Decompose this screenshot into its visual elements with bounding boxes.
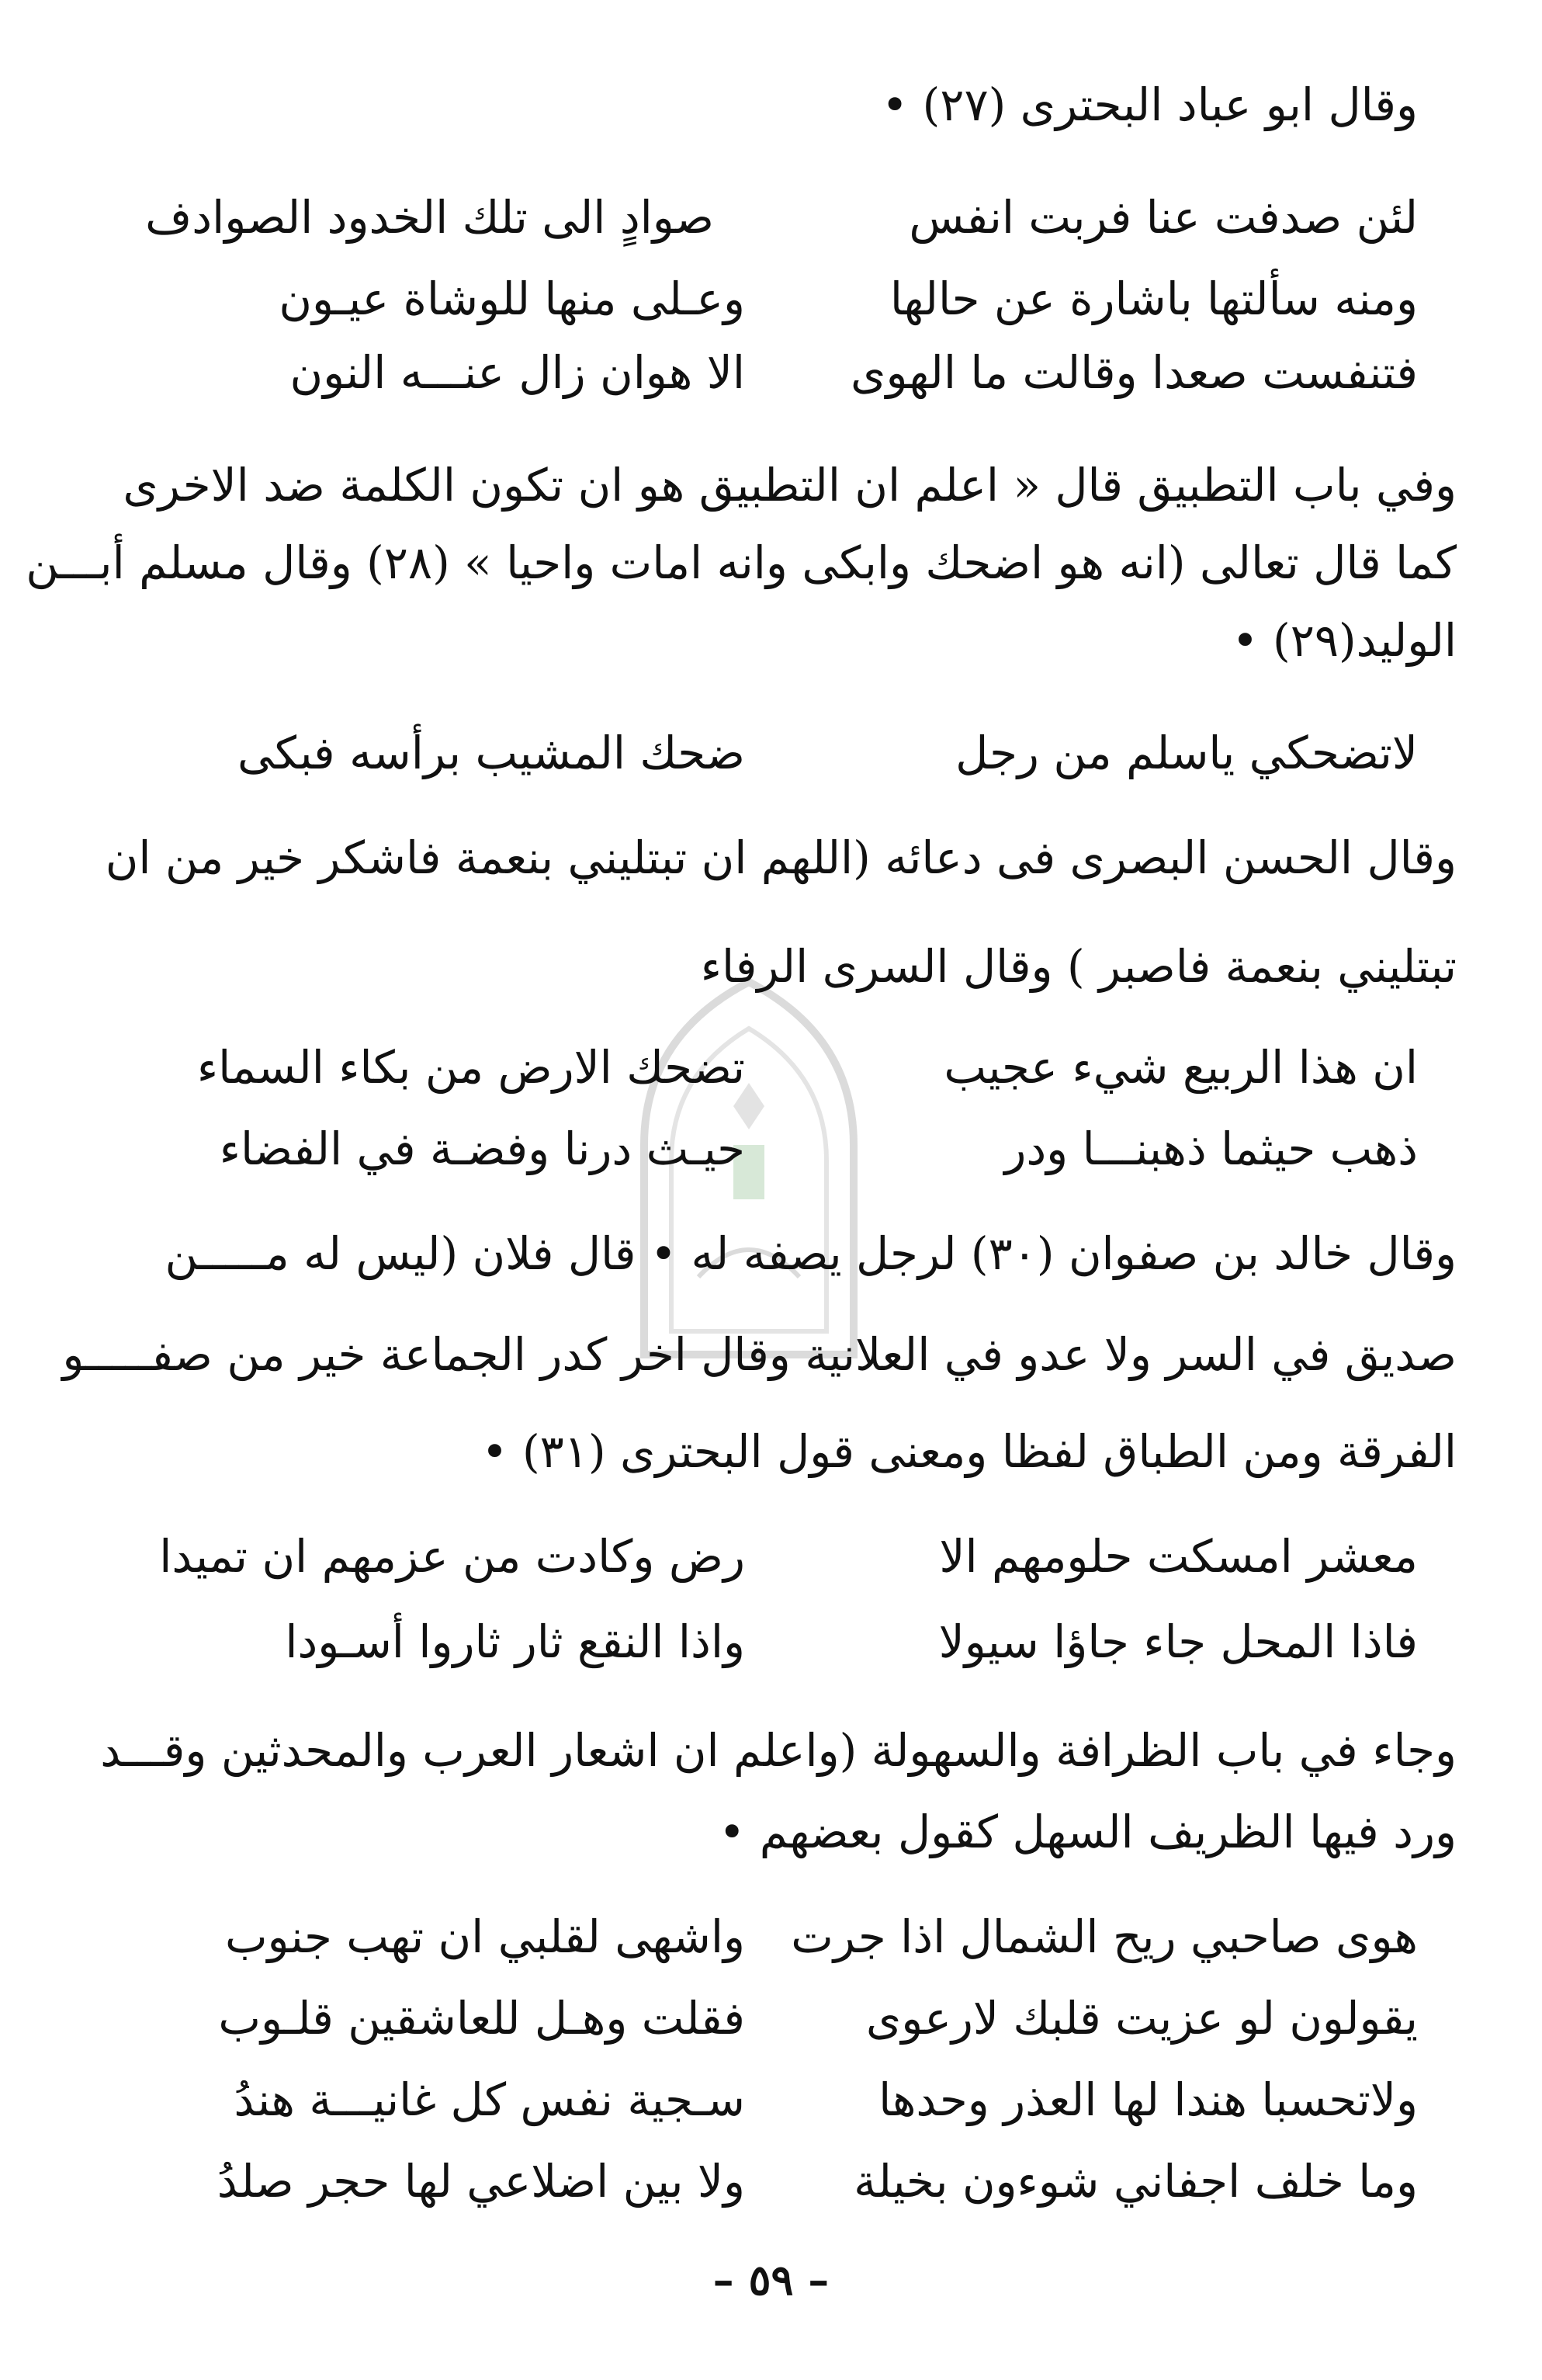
- verse-1-hemistich-b: صوادٍ الى تلك الخدود الصوادف: [145, 191, 714, 244]
- verse-4-hemistich-a: لاتضحكي ياسلم من رجل: [955, 727, 1418, 779]
- paragraph-khalid-line-1: وقال خالد بن صفوان (٣٠) لرجل يصفه له • قال فلان (ليس له مـــــن: [165, 1227, 1457, 1280]
- paragraph-hasan-line-2: تبتليني بنعمة فاصبر ) وقال السرى الرفاء: [700, 940, 1457, 993]
- verse-7-hemistich-a: معشر امسكت حلومهم الا: [939, 1530, 1418, 1583]
- verse-6-hemistich-b: حيـث درنا وفضـة في الفضاء: [219, 1122, 745, 1175]
- verse-2-hemistich-b: وعـلى منها للوشاة عيـون: [279, 272, 745, 325]
- verse-12-hemistich-a: وما خلف اجفاني شوءون بخيلة: [854, 2155, 1418, 2208]
- verse-9-hemistich-a: هوى صاحبي ريح الشمال اذا جرت: [791, 1910, 1418, 1963]
- paragraph-zarafa-line-2: ورد فيها الظريف السهل كقول بعضهم •: [719, 1806, 1457, 1858]
- paragraph-tatbiq-line-3: الوليد(٢٩) •: [1232, 614, 1457, 667]
- paragraph-hasan-line-1: وقال الحسن البصرى فى دعائه (اللهم ان تبتليني بنعمة فاشكر خير من ان: [105, 831, 1457, 884]
- verse-3-hemistich-b: الا هوان زال عنـــه النون: [289, 346, 745, 399]
- verse-11-hemistich-a: ولاتحسبا هندا لها العذر وحدها: [878, 2073, 1418, 2126]
- intro-line: وقال ابو عباد البحترى (٢٧) •: [882, 78, 1418, 131]
- page-number: – ٥٩ –: [712, 2255, 830, 2305]
- verse-5-hemistich-b: تضحك الارض من بكاء السماء: [196, 1041, 745, 1094]
- verse-8-hemistich-b: واذا النقع ثار ثاروا أسـودا: [285, 1615, 745, 1668]
- paragraph-tatbiq-line-2: كما قال تعالى (انه هو اضحك وابكى وانه امات واحيا » (٢٨) وقال مسلم أبـــن: [26, 536, 1457, 589]
- verse-6-hemistich-a: ذهب حيثما ذهبنـــا ودر: [1004, 1122, 1418, 1175]
- verse-8-hemistich-a: فاذا المحل جاء جاؤا سيولا: [938, 1615, 1418, 1668]
- verse-9-hemistich-b: واشهى لقلبي ان تهب جنوب: [224, 1910, 745, 1963]
- verse-11-hemistich-b: سـجية نفس كل غانيـــة هندُ: [234, 2073, 745, 2126]
- verse-5-hemistich-a: ان هذا الربيع شيء عجيب: [944, 1041, 1418, 1094]
- verse-2-hemistich-a: ومنه سألتها باشارة عن حالها: [889, 272, 1418, 325]
- paragraph-khalid-line-3: الفرقة ومن الطباق لفظا ومعنى قول البحترى (٣١) •: [481, 1425, 1457, 1478]
- verse-10-hemistich-a: يقولون لو عزيت قلبك لارعوى: [865, 1992, 1418, 2045]
- paragraph-zarafa-line-1: وجاء في باب الظرافة والسهولة (واعلم ان اشعار العرب والمحدثين وقـــد: [100, 1724, 1457, 1777]
- verse-12-hemistich-b: ولا بين اضلاعي لها حجر صلدُ: [217, 2155, 745, 2208]
- verse-3-hemistich-a: فتنفست صعدا وقالت ما الهوى: [851, 346, 1418, 399]
- verse-1-hemistich-a: لئن صدفت عنا فربت انفس: [909, 191, 1418, 244]
- verse-10-hemistich-b: فقلت وهـل للعاشقين قلـوب: [218, 1992, 745, 2045]
- verse-7-hemistich-b: رض وكادت من عزمهم ان تميدا: [159, 1530, 745, 1583]
- paragraph-khalid-line-2: صديق في السر ولا عدو في العلانية وقال اخر كدر الجماعة خير من صفـــــو: [62, 1328, 1457, 1381]
- verse-4-hemistich-b: ضحك المشيب برأسه فبكى: [237, 727, 745, 779]
- paragraph-tatbiq-line-1: وفي باب التطبيق قال « اعلم ان التطبيق هو ان تكون الكلمة ضد الاخرى: [123, 459, 1457, 512]
